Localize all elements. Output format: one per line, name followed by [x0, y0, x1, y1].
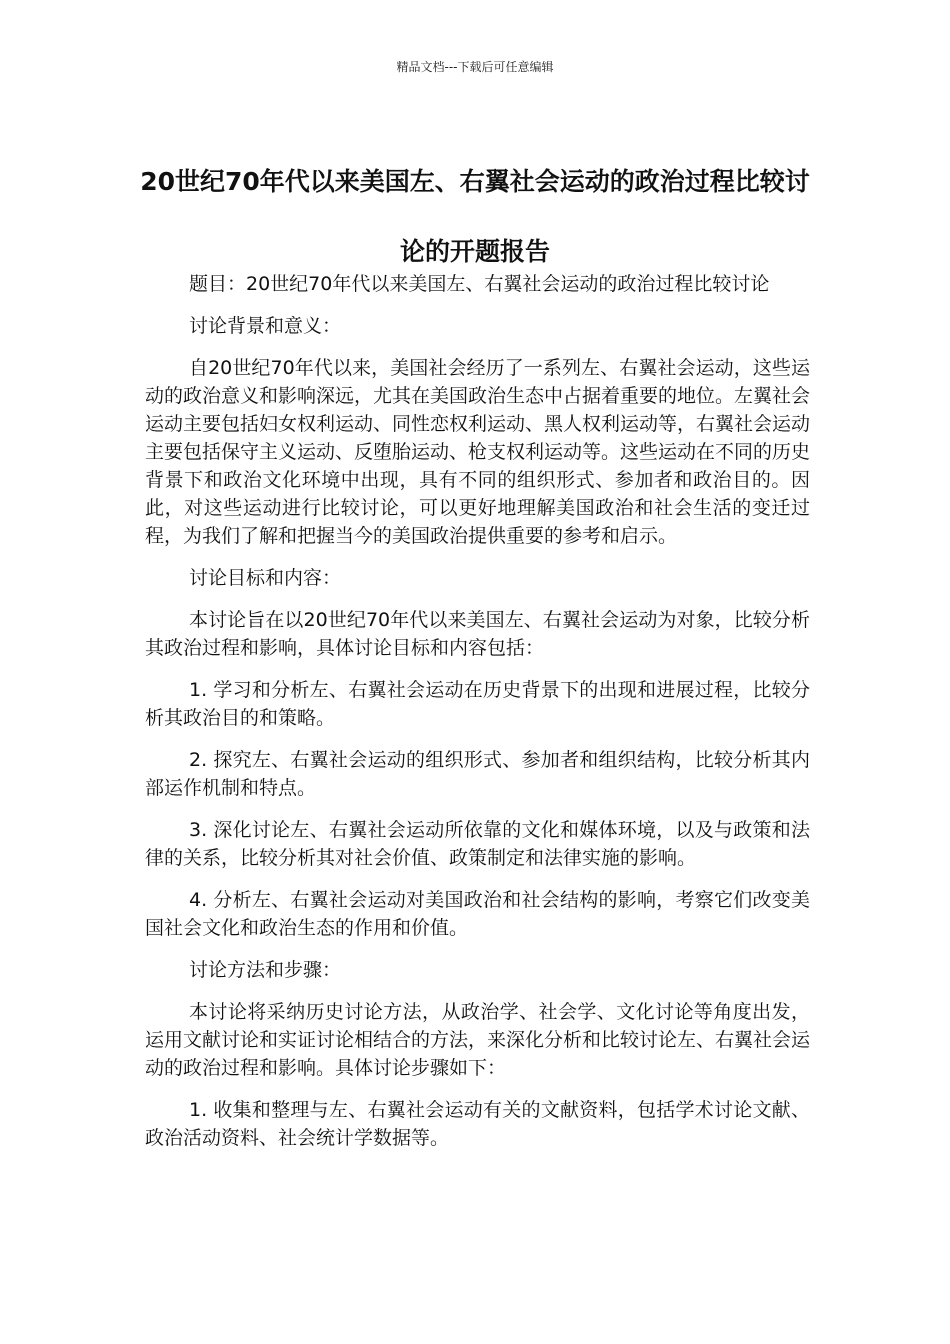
- objective-item-2: 2. 探究左、右翼社会运动的组织形式、参加者和组织结构，比较分析其内部运作机制和特点。: [145, 749, 810, 799]
- section-heading-background: 讨论背景和意义：: [189, 315, 342, 337]
- methods-paragraph: 本讨论将采纳历史讨论方法，从政治学、社会学、文化讨论等角度出发，运用文献讨论和实证讨论相结合的方法，来深化分析和比较讨论左、右翼社会运动的政治过程和影响。具体讨论步骤如下：: [145, 1001, 811, 1079]
- section-heading-objectives: 讨论目标和内容：: [189, 567, 342, 589]
- section-heading-methods: 讨论方法和步骤：: [189, 959, 342, 981]
- page-header: 精品文档---下载后可任意编辑: [396, 60, 554, 74]
- objective-item-4: 4. 分析左、右翼社会运动对美国政治和社会结构的影响，考察它们改变美国社会文化和政治生态的作用和价值。: [145, 889, 810, 939]
- method-step-1: 1. 收集和整理与左、右翼社会运动有关的文献资料，包括学术讨论文献、政治活动资料、社会统计学数据等。: [145, 1099, 810, 1149]
- objective-item-1: 1. 学习和分析左、右翼社会运动在历史背景下的出现和进展过程，比较分析其政治目的和策略。: [145, 679, 810, 729]
- document-title: 20世纪70年代以来美国左、右翼社会运动的政治过程比较讨论的开题报告: [140, 166, 810, 266]
- objectives-intro-paragraph: 本讨论旨在以20世纪70年代以来美国左、右翼社会运动为对象，比较分析其政治过程和影响，具体讨论目标和内容包括：: [145, 609, 810, 659]
- document-body: [145, 270, 810, 1166]
- objective-item-3: 3. 深化讨论左、右翼社会运动所依靠的文化和媒体环境，以及与政策和法律的关系，比较分析其对社会价值、政策制定和法律实施的影响。: [145, 819, 810, 869]
- topic-paragraph: 题目：20世纪70年代以来美国左、右翼社会运动的政治过程比较讨论: [189, 273, 770, 295]
- background-paragraph: 自20世纪70年代以来，美国社会经历了一系列左、右翼社会运动，这些运动的政治意义和影响深远，尤其在美国政治生态中占据着重要的地位。左翼社会运动主要包括妇女权利运动、同性恋权利运动、黑人权利运动等，右翼社会运动主要包括保守主义运动、反堕胎运动、枪支权利运动等。这些运动在不同的历史背景下和政治文化环境中出现，具有不同的组织形式、参加者和政治目的。因此，对这些运动进行比较讨论，可以更好地理解美国政治和社会生活的变迁过程，为我们了解和把握当今的美国政治提供重要的参考和启示。: [145, 357, 811, 547]
